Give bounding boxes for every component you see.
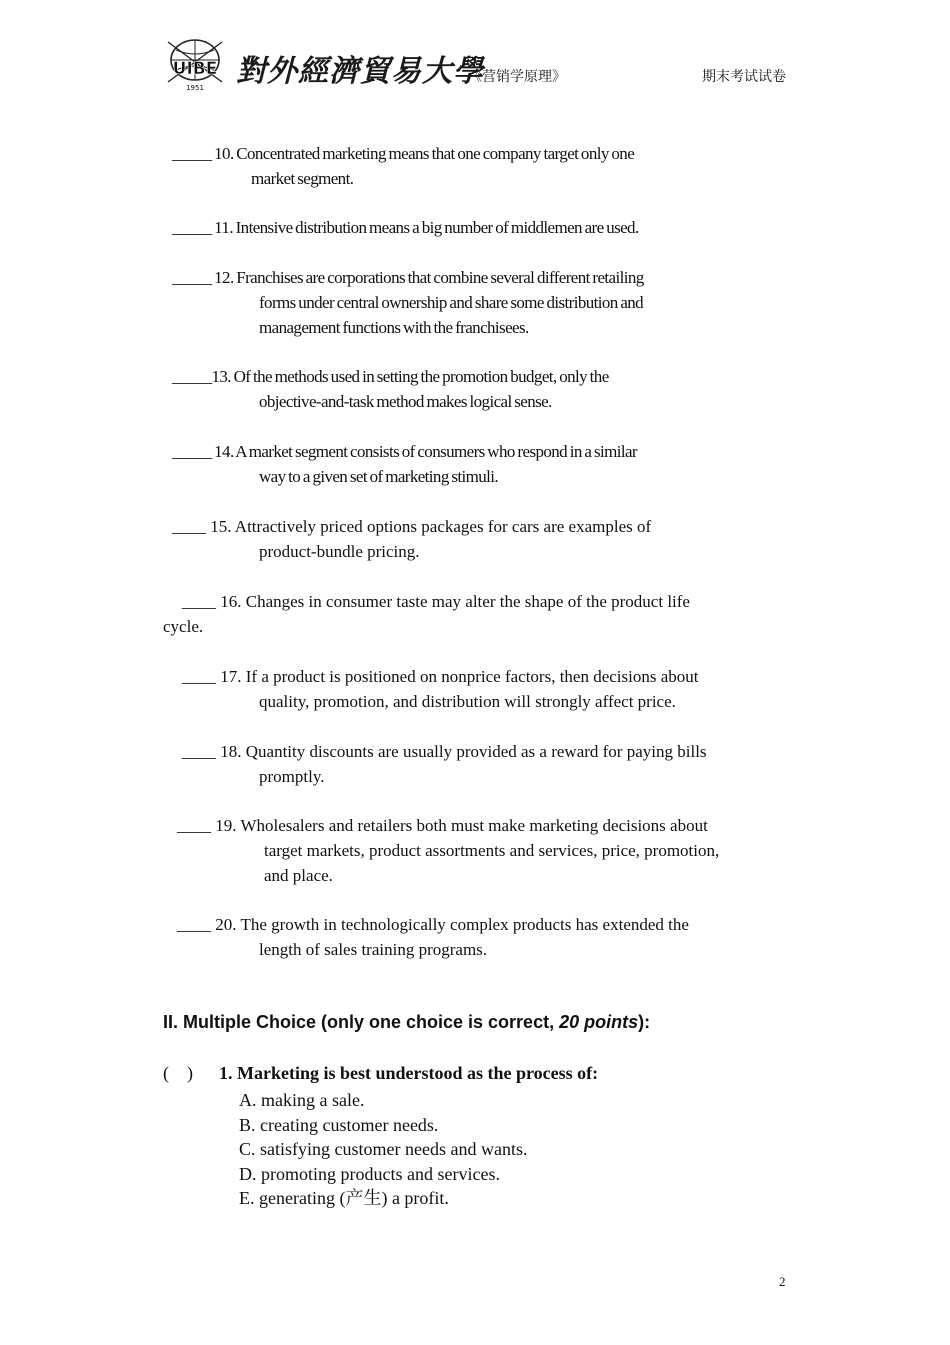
tf-question-10 (172, 141, 634, 191)
tf-question-14 (172, 439, 637, 489)
question-line: _____ 11. Intensive distribution means a big number of middlemen are used. (172, 218, 639, 237)
tf-question-18 (182, 739, 707, 789)
question-line: product-bundle pricing. (259, 542, 420, 561)
question-line: ____ 15. Attractively priced options packages for cars are examples of (172, 517, 652, 536)
mc-options (239, 1088, 527, 1211)
tf-question-19 (177, 813, 719, 888)
question-line: _____13. Of the methods used in setting the promotion budget, only the (172, 367, 609, 386)
page-header (0, 0, 950, 110)
question-line: _____ 12. Franchises are corporations that combine several different retailing (172, 268, 644, 287)
question-line: ____ 17. If a product is positioned on nonprice factors, then decisions about (182, 667, 699, 686)
mc-question-stem: 1. Marketing is best understood as the process of: (219, 1063, 599, 1083)
question-line: quality, promotion, and distribution will strongly affect price. (259, 692, 676, 711)
mc-option-e: E. generating (产生) a profit. (239, 1188, 449, 1209)
mc-option-a: A. making a sale. (239, 1090, 365, 1110)
mc-option-b: B. creating customer needs. (239, 1114, 439, 1135)
question-line: length of sales training programs. (259, 940, 488, 959)
university-logo-icon (160, 36, 230, 94)
logo-year: 1951 (186, 84, 204, 92)
exam-label: 期末考试试卷 (702, 70, 786, 85)
tf-question-11 (172, 215, 639, 240)
question-line: ____ 19. Wholesalers and retailers both must make marketing decisions about (177, 816, 708, 835)
answer-parentheses: ( ) (163, 1063, 193, 1083)
question-line: ____ 16. Changes in consumer taste may alter the shape of the product life (182, 592, 690, 611)
tf-question-17 (182, 664, 699, 714)
tf-question-20 (177, 912, 689, 962)
university-name: 對外經濟貿易大學 (236, 54, 484, 89)
mc-option-c: C. satisfying customer needs and wants. (239, 1139, 528, 1160)
tf-question-12 (172, 265, 644, 340)
question-line: promptly. (259, 767, 325, 786)
question-line: and place. (264, 866, 333, 885)
section-title-prefix: II. Multiple Choice (only one choice is correct, (163, 1012, 560, 1032)
logo-text: UIBE (172, 59, 218, 79)
question-line: _____ 14. A market segment consists of consumers who respond in a similar (172, 442, 637, 461)
question-line: cycle. (163, 617, 204, 636)
tf-question-15 (172, 514, 651, 564)
mc-option-d: D. promoting products and services. (239, 1163, 500, 1184)
question-line: target markets, product assortments and services, price, promotion, (264, 841, 720, 860)
tf-question-13 (172, 364, 609, 414)
question-line: management functions with the franchisees. (259, 318, 529, 337)
question-line: ____ 18. Quantity discounts are usually provided as a reward for paying bills (182, 742, 707, 761)
course-title: 《营销学原理》 (468, 70, 566, 85)
section-title-multiple-choice (163, 1012, 650, 1033)
question-line: forms under central ownership and share some distribution and (259, 293, 644, 312)
page-number: 2 (779, 1274, 786, 1289)
question-line: _____ 10. Concentrated marketing means that one company target only one (172, 144, 635, 163)
section-title-points: 20 points (559, 1012, 639, 1032)
tf-question-16 (163, 589, 690, 639)
question-line: ____ 20. The growth in technologically complex products has extended the (177, 915, 689, 934)
section-title-suffix: ): (638, 1012, 651, 1032)
question-line: objective-and-task method makes logical sense. (259, 392, 552, 411)
question-line: way to a given set of marketing stimuli. (259, 467, 499, 486)
question-line: market segment. (251, 169, 354, 188)
